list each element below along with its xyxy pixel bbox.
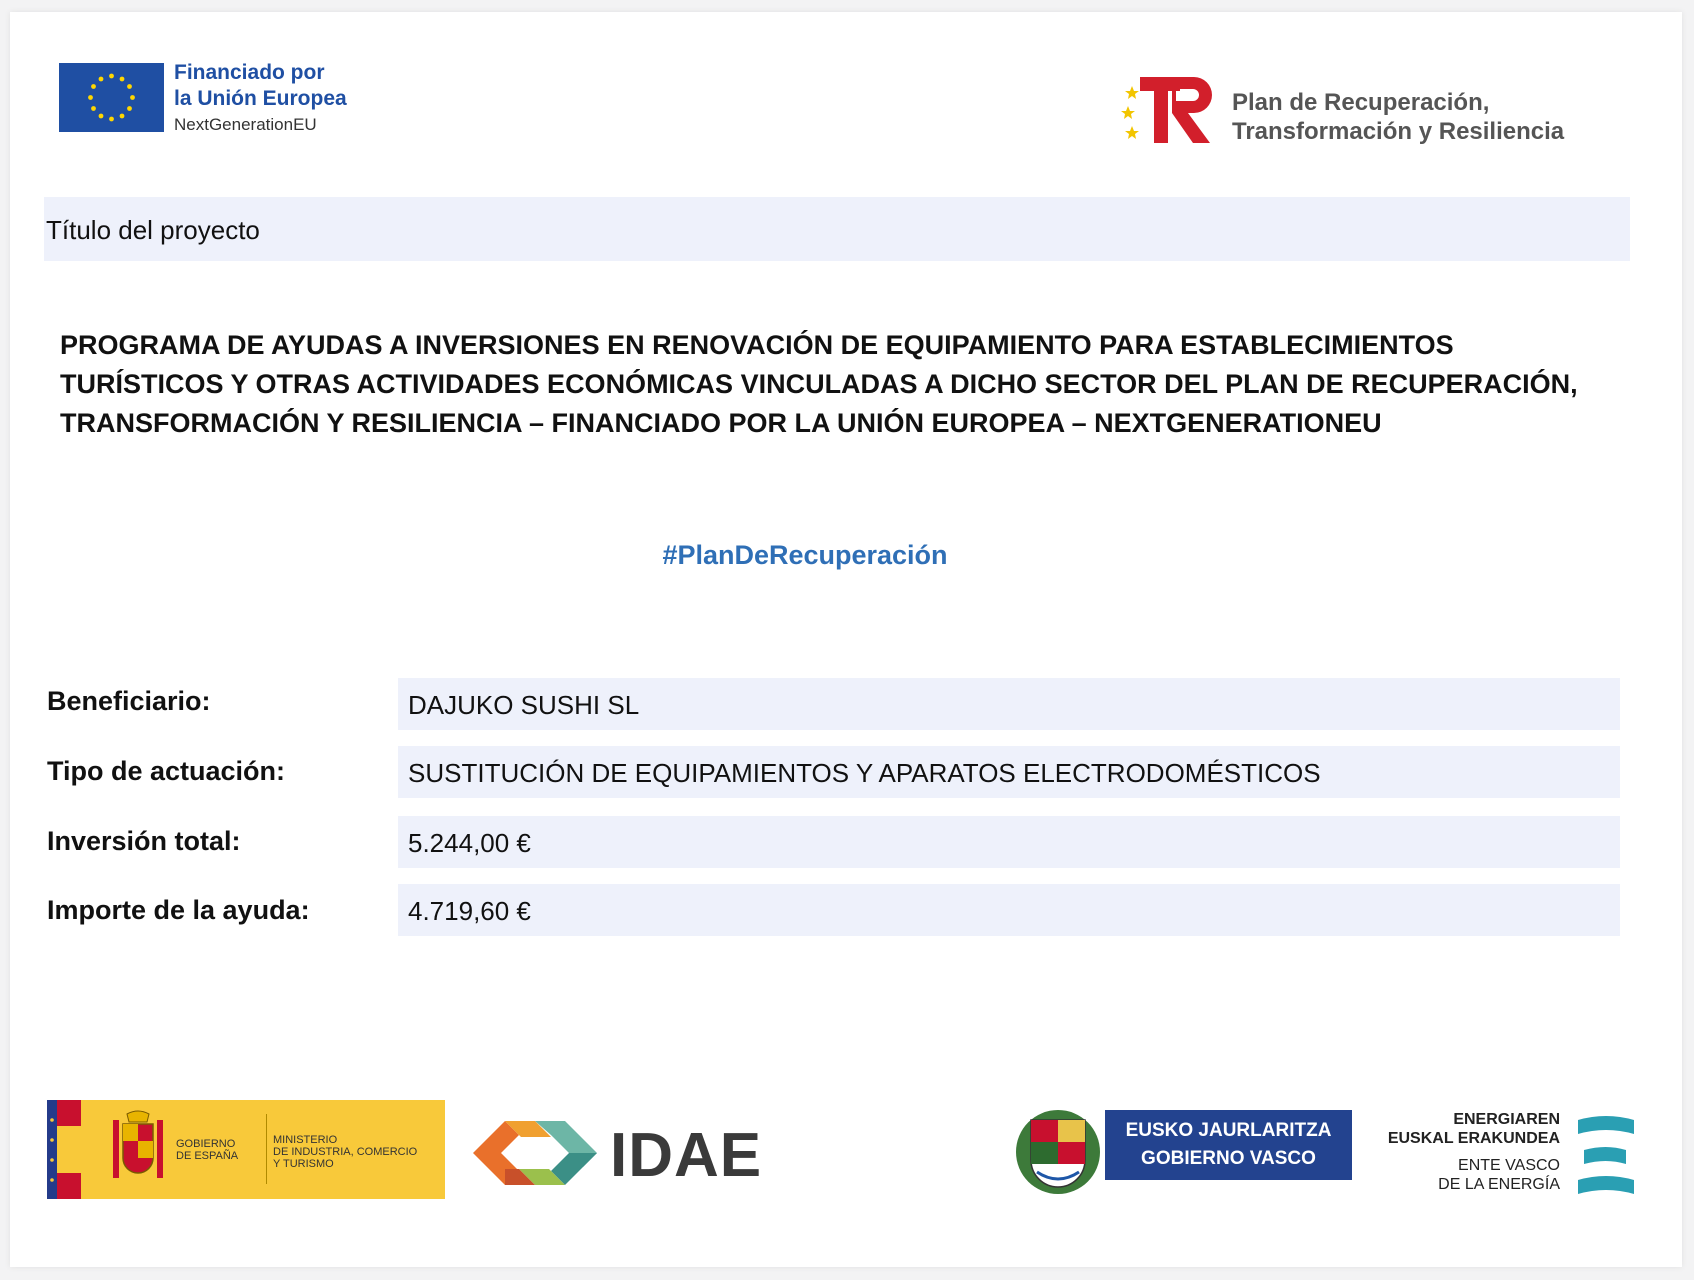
basque-coat-of-arms-icon (1013, 1102, 1103, 1200)
spain-flag-icon (47, 1100, 81, 1199)
action-type-value: SUSTITUCIÓN DE EQUIPAMIENTOS Y APARATOS ELECTRODOMÉSTICOS (408, 758, 1321, 788)
prtr-text (1232, 88, 1564, 146)
total-investment-label: Inversión total: (47, 826, 241, 856)
project-title-label: Título del proyecto (46, 215, 260, 245)
eu-line-3: NextGenerationEU (174, 115, 317, 134)
gv-line-1: EUSKO JAURLARITZA (1125, 1120, 1332, 1141)
eve-logo-icon (1574, 1112, 1636, 1202)
beneficiary-label: Beneficiario: (47, 686, 211, 716)
eve-line-4: DE LA ENERGÍA (1438, 1176, 1560, 1193)
divider (266, 1114, 267, 1184)
total-investment-value-box (398, 816, 1620, 868)
eve-line-3: ENTE VASCO (1458, 1157, 1560, 1174)
prtr-logo-icon (1118, 62, 1228, 152)
program-line-3: TRANSFORMACIÓN Y RESILIENCIA – FINANCIADO POR LA UNIÓN EUROPEA – NEXTGENERATIONEU (60, 408, 1382, 438)
idae-logo-text: IDAE (610, 1121, 763, 1190)
eve-logo-text (1360, 1110, 1560, 1194)
project-title-band (44, 197, 1630, 261)
idae-logo-icon (465, 1105, 605, 1201)
aid-amount-value: 4.719,60 € (408, 896, 531, 926)
action-type-value-box (398, 746, 1620, 798)
program-description (60, 326, 1620, 443)
ministerio-line-2: DE INDUSTRIA, COMERCIO (273, 1146, 418, 1158)
gobierno-vasco-logo (1105, 1110, 1352, 1180)
hashtag: #PlanDeRecuperación (662, 540, 948, 570)
gobierno-espana-text (176, 1138, 238, 1162)
beneficiary-value: DAJUKO SUSHI SL (408, 690, 640, 720)
gobierno-line-1: GOBIERNO (176, 1138, 236, 1150)
spain-coat-of-arms-icon (103, 1110, 173, 1192)
ministerio-line-1: MINISTERIO (273, 1134, 338, 1146)
action-type-label: Tipo de actuación: (47, 756, 286, 786)
eve-line-1: ENERGIAREN (1453, 1111, 1560, 1128)
aid-amount-value-box (398, 884, 1620, 936)
program-line-2: TURÍSTICOS Y OTRAS ACTIVIDADES ECONÓMICAS VINCULADAS A DICHO SECTOR DEL PLAN DE RECUPERACIÓN, (60, 369, 1578, 399)
eu-line-1: Financiado por (174, 61, 325, 84)
beneficiary-value-box (398, 678, 1620, 730)
total-investment-value: 5.244,00 € (408, 828, 531, 858)
gv-line-2: GOBIERNO VASCO (1141, 1148, 1316, 1169)
ministerio-line-3: Y TURISMO (273, 1158, 334, 1170)
prtr-line-1: Plan de Recuperación, (1232, 89, 1490, 116)
program-line-1: PROGRAMA DE AYUDAS A INVERSIONES EN RENOVACIÓN DE EQUIPAMIENTO PARA ESTABLECIMIENTOS (60, 330, 1454, 360)
prtr-line-2: Transformación y Resiliencia (1232, 118, 1565, 145)
gobierno-line-2: DE ESPAÑA (176, 1150, 239, 1162)
eu-line-2: la Unión Europea (174, 87, 347, 110)
eu-flag-icon (59, 63, 164, 132)
eve-line-2: EUSKAL ERAKUNDEA (1387, 1130, 1560, 1147)
aid-amount-label: Importe de la ayuda: (47, 895, 310, 925)
eu-funding-text (174, 60, 347, 138)
ministerio-text (273, 1134, 417, 1170)
